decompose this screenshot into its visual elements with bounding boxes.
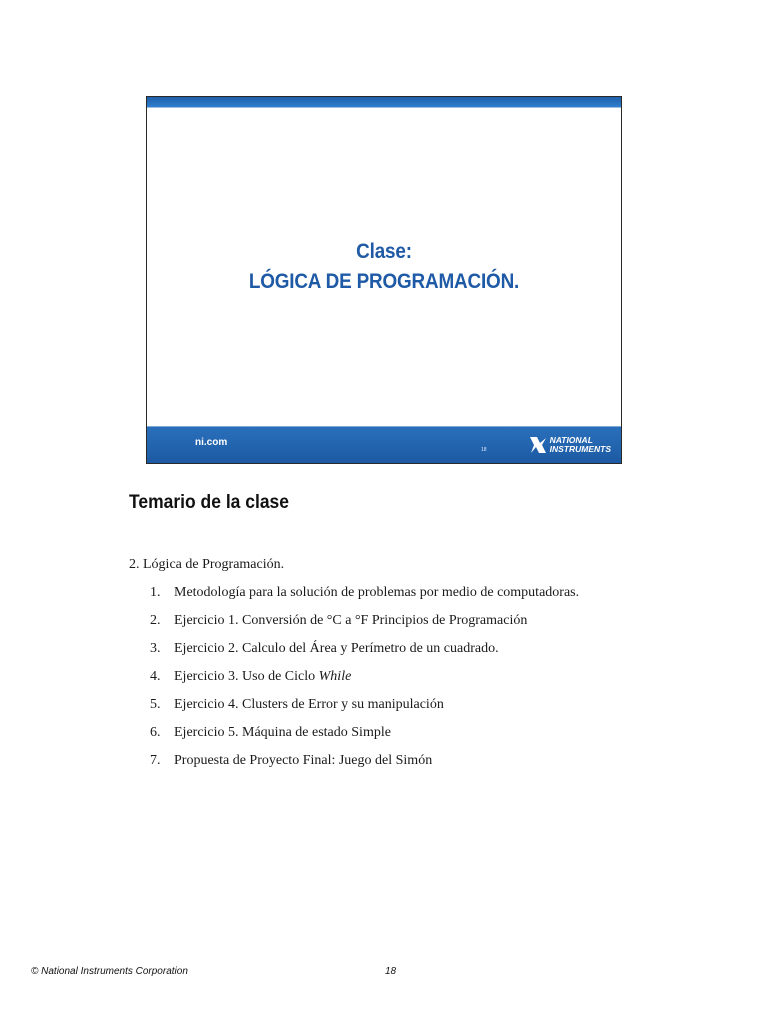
list-item-text: Ejercicio 2. Calculo del Área y Perímetro de un cuadrado. <box>174 641 499 656</box>
list-item-number: 2. <box>150 613 161 628</box>
list-item-text: Propuesta de Proyecto Final: Juego del Simón <box>174 753 433 768</box>
list-item <box>150 585 579 613</box>
list-item-text: Ejercicio 5. Máquina de estado Simple <box>174 725 391 740</box>
slide-title-line2: LÓGICA DE PROGRAMACIÓN. <box>248 270 520 293</box>
list-item <box>150 613 579 641</box>
list-item-text-main: Ejercicio 3. Uso de Ciclo <box>174 669 319 684</box>
slide-top-line <box>147 107 621 108</box>
footer-copyright: © National Instruments Corporation <box>31 966 188 977</box>
slide-top-bar <box>147 97 621 107</box>
section-title: Temario de la clase <box>129 492 289 513</box>
list-item <box>150 641 579 669</box>
topic-list <box>150 585 579 781</box>
slide-number: 18 <box>481 447 487 453</box>
list-item-number: 6. <box>150 725 161 740</box>
list-item-text: Ejercicio 4. Clusters de Error y su manipulación <box>174 697 444 712</box>
list-item-text: Metodología para la solución de problemas por medio de computadoras. <box>174 585 580 600</box>
list-item-number: 1. <box>150 585 161 600</box>
slide-title-line1: Clase: <box>356 240 412 263</box>
slide-title <box>171 237 598 297</box>
ni-logo-text <box>550 436 611 454</box>
list-item-text: Ejercicio 1. Conversión de °C a °F Principios de Programación <box>174 613 528 628</box>
list-item <box>150 669 579 697</box>
list-item-number: 7. <box>150 753 161 768</box>
list-item-number: 4. <box>150 669 161 684</box>
slide-footer-url: ni.com <box>195 437 228 448</box>
ni-logo <box>528 433 611 457</box>
slide-image <box>146 96 622 464</box>
ni-logo-line1: NATIONAL <box>549 435 593 445</box>
ni-logo-line2: INSTRUMENTS <box>549 444 611 454</box>
list-item-number: 5. <box>150 697 161 712</box>
footer-page-number: 18 <box>385 966 397 977</box>
list-item <box>150 697 579 725</box>
main-topic: 2. Lógica de Programación. <box>129 557 285 572</box>
ni-eagle-icon <box>528 435 548 455</box>
list-item-text <box>174 669 351 697</box>
slide-footer-bar <box>147 426 621 463</box>
list-item-text-italic: While <box>318 669 352 684</box>
list-item-number: 3. <box>150 641 161 656</box>
list-item <box>150 753 579 781</box>
list-item <box>150 725 579 753</box>
